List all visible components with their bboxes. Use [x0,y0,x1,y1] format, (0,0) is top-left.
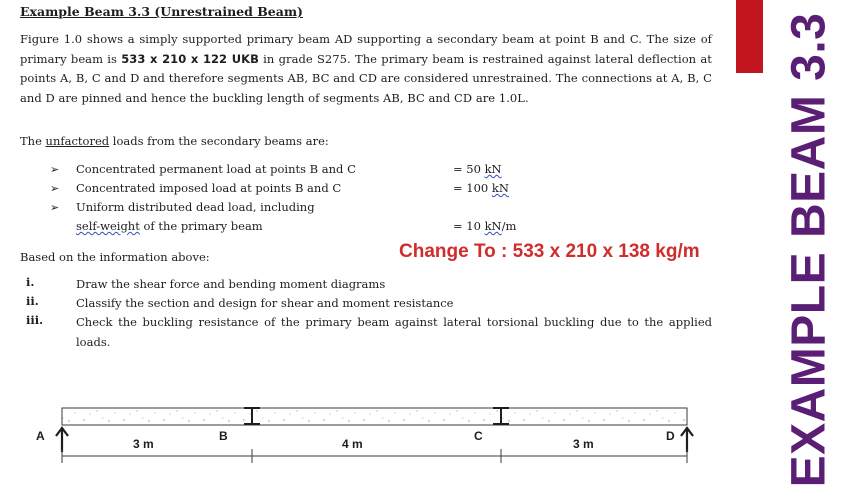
load-value-number: = 50 [453,162,485,176]
load-value-suffix: /m [501,219,517,233]
task-text: Check the buckling resistance of the primary beam against lateral torsional buckling due to the applied loads. [76,315,712,349]
task-number: ii. [26,294,39,308]
beam-texture [62,408,687,425]
document-title: Example Beam 3.3 (Unrestrained Beam) [20,4,303,19]
loads-heading-suffix: loads from the secondary beams are: [109,134,329,148]
bullet-arrow-icon: ➢ [50,201,60,214]
loads-heading-prefix: The [20,134,46,148]
load-value-unit: kN [484,162,502,176]
span-label-cd: 3 m [573,437,594,451]
task-number: i. [26,275,35,289]
support-d-arrow-icon [681,428,693,452]
support-a-arrow-icon [56,428,68,452]
side-title: EXAMPLE BEAM 3.3 [782,12,836,487]
point-label-b: B [219,429,228,443]
load-label: Concentrated permanent load at points B and C [76,162,356,176]
accent-bar [736,0,763,73]
load-value-number: = 100 [453,181,492,195]
span-label-ab: 3 m [133,437,154,451]
load-value-number: = 10 [453,219,485,233]
load-value-unit: kN [484,219,502,233]
intro-text-part1: Figure 1.0 shows a simply supported primary beam AD supporting a secondary beam at point B and C. The size of primary beam is [20,32,712,66]
task-text: Draw the shear force and bending moment diagrams [76,277,386,291]
load-label: Uniform distributed dead load, including [76,200,315,214]
based-on-text: Based on the information above: [20,250,210,264]
task-text: Classify the section and design for shear and moment resistance [76,296,454,310]
bullet-arrow-icon: ➢ [50,163,60,176]
point-label-a: A [36,429,45,443]
load-value-unit: kN [491,181,509,195]
self-weight-term: self-weight [76,219,140,233]
intro-text-part2: in grade S275. The primary beam is restrained against lateral deflection at points A, B, C and D and therefore segments AB, BC and CD are considered unrestrained. The connections at A, B, C and D are pinned and hence the buckling length of segments AB, BC and CD are 1.0L. [20,51,712,105]
point-label-d: D [666,429,675,443]
bullet-arrow-icon: ➢ [50,182,60,195]
span-label-bc: 4 m [342,437,363,451]
load-label-suffix: of the primary beam [139,219,263,233]
beam-section-size: 533 x 210 x 122 UKB [121,51,259,66]
point-label-c: C [474,429,483,443]
change-note: Change To : 533 x 210 x 138 kg/m [399,241,700,262]
load-label: Concentrated imposed load at points B and C [76,181,342,195]
task-number: iii. [26,313,44,327]
loads-heading-underlined: unfactored [45,134,110,148]
